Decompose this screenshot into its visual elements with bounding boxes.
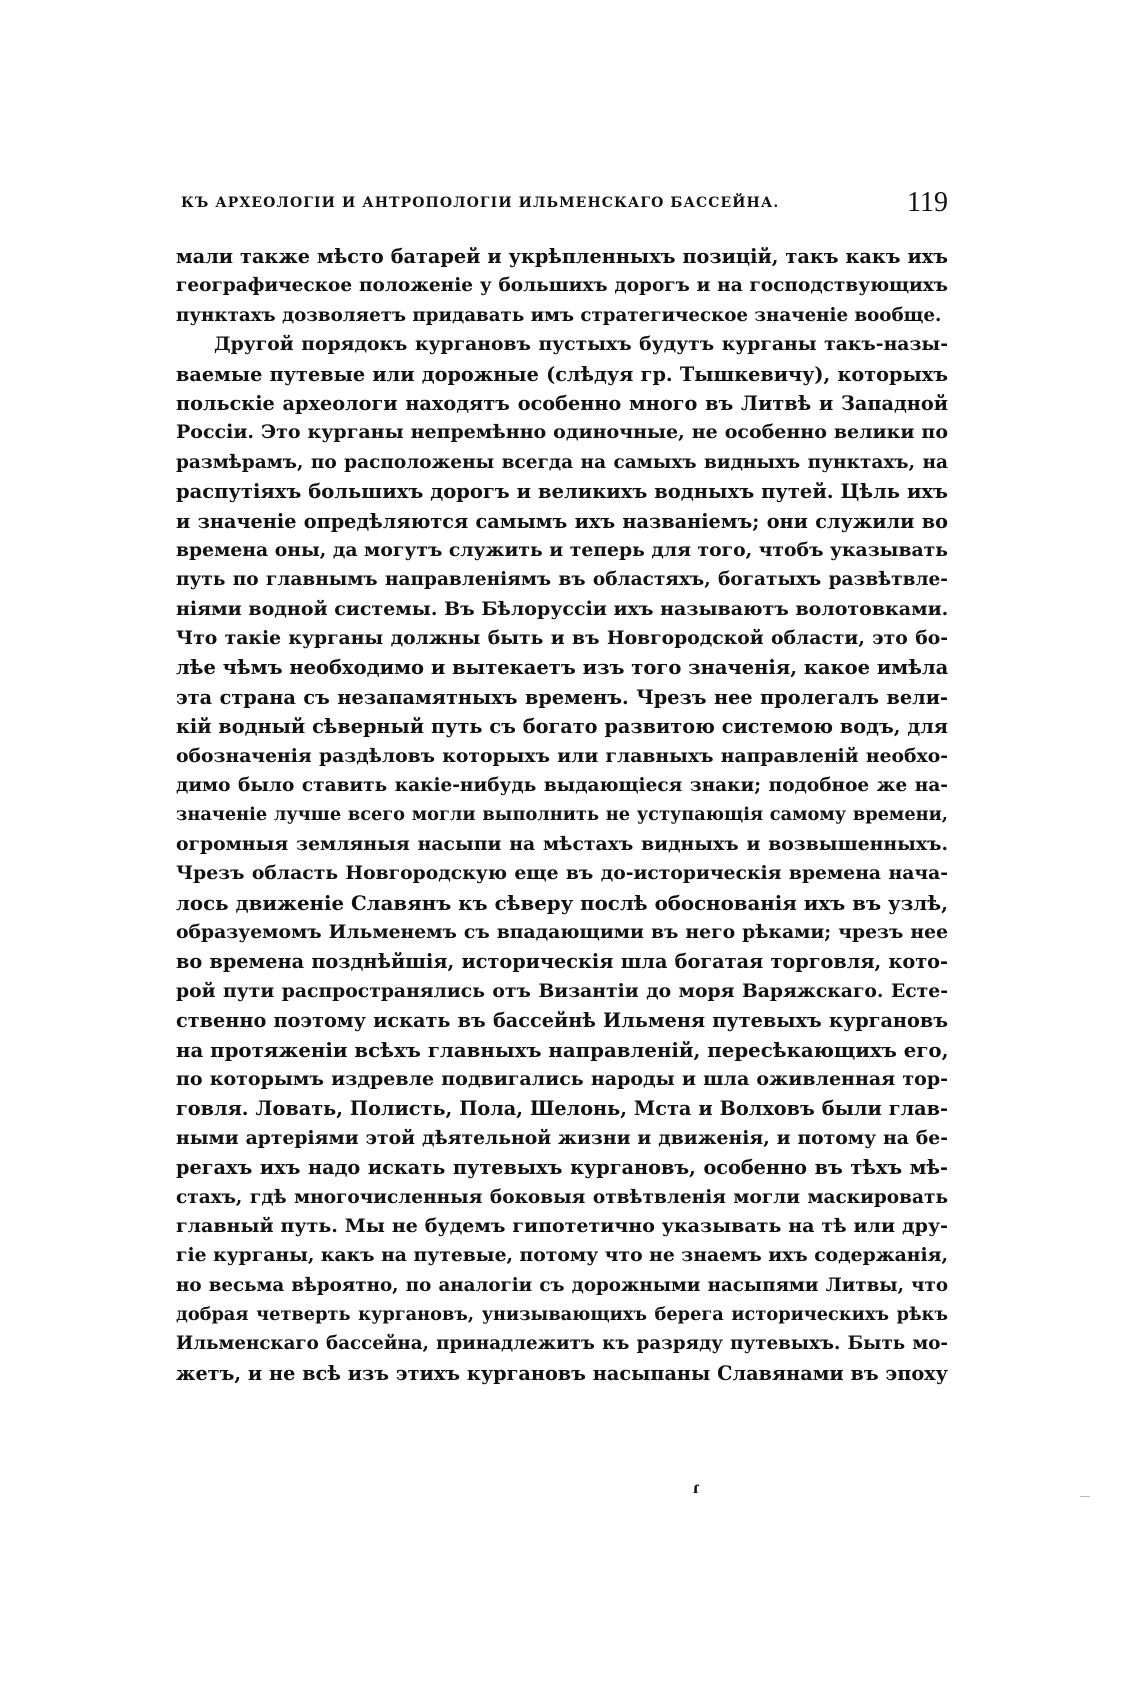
text-line: и значеніе опредѣляются самымъ ихъ названіемъ; они служили во bbox=[176, 509, 948, 533]
text-line: пунктахъ дозволяетъ придавать имъ стратегическое значеніе вообще. bbox=[176, 304, 942, 326]
text-line: лось движеніе Славянъ къ сѣверу послѣ обоснованія ихъ въ узлѣ, bbox=[176, 890, 948, 915]
text-line: гіе курганы, какъ на путевые, потому что не знаемъ ихъ содержанія, bbox=[176, 1244, 948, 1267]
text-line: значеніе лучше всего могли выполнить не уступающія самому времени, bbox=[176, 804, 948, 826]
text-line: на протяженіи всѣхъ главныхъ направленій, пересѣкающихъ его, bbox=[176, 1037, 948, 1062]
text-line: добрая четверть кургановъ, унизывающихъ берега историческихъ рѣкъ bbox=[176, 1304, 948, 1326]
edge-tick bbox=[1080, 1496, 1090, 1497]
text-line: Чрезъ область Новгородскую еще въ до-историческія времена нача- bbox=[176, 862, 948, 885]
text-line: ственно поэтому искать въ бассейнѣ Ильменя путевыхъ кургановъ bbox=[176, 1009, 948, 1033]
text-line: регахъ ихъ надо искать путевыхъ кургановъ, особенно въ тѣхъ мѣ- bbox=[176, 1156, 948, 1180]
text-line: жетъ, и не всѣ изъ этихъ кургановъ насыпаны Славянами въ эпоху bbox=[176, 1361, 948, 1385]
text-line: рой пути распространялись отъ Византіи до моря Варяжскаго. Есте- bbox=[176, 979, 948, 1002]
body-text bbox=[176, 242, 948, 1388]
page-number: 119 bbox=[907, 187, 948, 218]
text-line: мали также мѣсто батарей и укрѣпленныхъ позицій, такъ какъ ихъ bbox=[176, 245, 948, 268]
text-line: ніями водной системы. Въ Бѣлоруссіи ихъ называютъ волотовками. bbox=[176, 597, 948, 620]
text-line: кій водный сѣверный путь съ богато развитою системою водъ, для bbox=[176, 715, 948, 739]
text-line: образуемомъ Ильменемъ съ впадающими въ него рѣками; чрезъ нее bbox=[176, 920, 948, 943]
text-line: Что такіе курганы должны быть и въ Новгородской области, это бо- bbox=[176, 627, 948, 650]
text-line: Другой порядокъ кургановъ пустыхъ будутъ курганы такъ-назы- bbox=[214, 333, 948, 356]
text-line: времена оны, да могутъ служить и теперь для того, чтобъ указывать bbox=[176, 538, 948, 561]
text-line: распутіяхъ большихъ дорогъ и великихъ водныхъ путей. Цѣль ихъ bbox=[176, 480, 948, 504]
text-line: польскіе археологи находятъ особенно много въ Литвѣ и Западной bbox=[176, 391, 948, 415]
text-line: обозначенія раздѣловъ которыхъ или главныхъ направленій необхо- bbox=[176, 744, 948, 767]
signature-mark: ɾ bbox=[693, 1477, 701, 1497]
text-line: размѣрамъ, по расположены всегда на самыхъ видныхъ пунктахъ, на bbox=[176, 451, 948, 473]
text-line: говля. Ловать, Полисть, Пола, Шелонь, Мста и Волховъ были глав- bbox=[176, 1097, 948, 1121]
text-line: географическое положеніе у большихъ дорогъ и на господствующихъ bbox=[176, 275, 948, 297]
text-line: стахъ, гдѣ многочисленныя боковыя отвѣтвленія могли маскировать bbox=[176, 1186, 948, 1208]
text-line: Ильменскаго бассейна, принадлежитъ къ разряду путевыхъ. Быть мо- bbox=[176, 1333, 948, 1355]
text-line: но весьма вѣроятно, по аналогіи съ дорожными насыпями Литвы, что bbox=[176, 1274, 948, 1296]
text-line: во времена позднѣйшія, историческія шла богатая торговля, кото- bbox=[176, 950, 948, 974]
text-line: Россіи. Это курганы непремѣнно одиночные, не особенно велики по bbox=[176, 421, 948, 444]
running-title: КЪ АРХЕОЛОГІИ И АНТРОПОЛОГІИ ИЛЬМЕНСКАГО БАССЕЙНА. bbox=[181, 195, 780, 211]
text-line: огромныя земляныя насыпи на мѣстахъ видныхъ и возвышенныхъ. bbox=[176, 832, 948, 855]
text-line: эта страна съ незапамятныхъ временъ. Чрезъ нее пролегалъ вели- bbox=[176, 685, 948, 709]
text-line: главный путь. Мы не будемъ гипотетично указывать на тѣ или дру- bbox=[176, 1214, 948, 1237]
text-line: димо было ставить какіе-нибудь выдающіеся знаки; подобное же на- bbox=[176, 775, 948, 797]
text-line: ными артеріями этой дѣятельной жизни и движенія, и потому на бе- bbox=[176, 1126, 948, 1149]
text-line: ваемые путевые или дорожные (слѣдуя гр. Тышкевичу), которыхъ bbox=[176, 362, 948, 386]
text-line: путь по главнымъ направленіямъ въ областяхъ, богатыхъ развѣтвле- bbox=[176, 569, 948, 591]
text-line: по которымъ издревле подвигались народы и шла оживленная тор- bbox=[176, 1067, 948, 1090]
text-line: лѣе чѣмъ необходимо и вытекаетъ изъ того значенія, какое имѣла bbox=[176, 656, 948, 680]
page-header bbox=[181, 187, 948, 221]
